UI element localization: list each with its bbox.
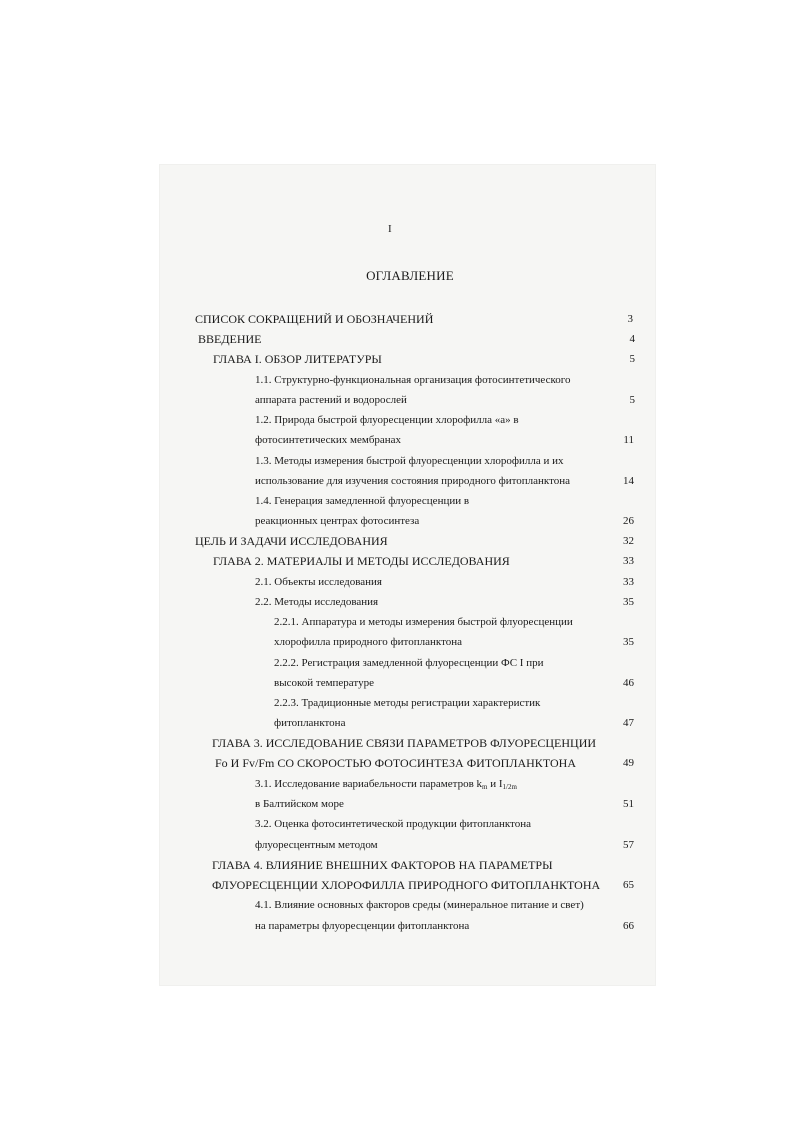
toc-page-number: 65 [623,879,634,891]
toc-page-number: 51 [623,798,634,810]
toc-entry-2-2-2-line1: 2.2.2. Регистрация замедленной флуоресценции ФС I при [274,657,544,669]
toc-entry-3-1-line1 [255,777,517,794]
toc-page-number: 33 [623,576,634,588]
toc-page-number: 57 [623,839,634,851]
toc-entry-abbreviations: СПИСОК СОКРАЩЕНИЙ И ОБОЗНАЧЕНИЙ [195,312,434,326]
toc-page-number: 11 [623,434,634,446]
page-number: I [388,223,392,235]
toc-entry-chapter-1: ГЛАВА I. ОБЗОР ЛИТЕРАТУРЫ [213,352,382,366]
toc-page-number: 32 [623,535,634,547]
toc-page-number: 3 [627,313,633,325]
toc-entry-2-2-2-line2: высокой температуре [274,677,374,689]
toc-page-number: 5 [629,353,635,365]
toc-entry-2-2: 2.2. Методы исследования [255,596,379,608]
toc-entry-1-1-line2: аппарата растений и водорослей [255,394,407,406]
toc-entry-1-2-line1: 1.2. Природа быстрой флуоресценции хлорофилла «а» в [255,414,519,426]
toc-entry-1-3-line2: использование для изучения состояния природного фитопланктона [255,475,571,487]
toc-page-number: 66 [623,920,634,932]
toc-entry-introduction: ВВЕДЕНИЕ [198,332,262,346]
toc-page-number: 47 [623,717,634,729]
toc-entry-3-2-line2: флуоресцентным методом [255,839,378,851]
toc-entry-chapter-4-line1: ГЛАВА 4. ВЛИЯНИЕ ВНЕШНИХ ФАКТОРОВ НА ПАРАМЕТРЫ [212,858,553,872]
toc-entry-chapter-3-line1: ГЛАВА 3. ИССЛЕДОВАНИЕ СВЯЗИ ПАРАМЕТРОВ ФЛУОРЕСЦЕНЦИИ [212,736,597,750]
toc-entry-3-1-text-b: и I [487,778,503,790]
toc-page-number: 14 [623,475,634,487]
toc-page-number: 46 [623,677,634,689]
toc-entry-chapter-3-line2: Fo И Fv/Fm СО СКОРОСТЬЮ ФОТОСИНТЕЗА ФИТОПЛАНКТОНА [215,756,576,770]
toc-title: ОГЛАВЛЕНИЕ [366,268,454,283]
toc-page-number: 35 [623,636,634,648]
toc-page-number: 4 [629,333,635,345]
toc-entry-1-3-line1: 1.3. Методы измерения быстрой флуоресценции хлорофилла и их [255,455,564,467]
toc-entry-3-1-line2: в Балтийском море [255,798,344,810]
toc-page-number: 26 [623,515,634,527]
toc-entry-2-2-3-line2: фитопланктона [274,717,346,729]
toc-page-number: 5 [629,394,635,406]
toc-entry-4-1-line1: 4.1. Влияние основных факторов среды (минеральное питание и свет) [255,899,584,911]
toc-entry-goals: ЦЕЛЬ И ЗАДАЧИ ИССЛЕДОВАНИЯ [195,534,388,548]
toc-entry-2-2-3-line1: 2.2.3. Традиционные методы регистрации характеристик [274,697,541,709]
toc-entry-1-1-line1: 1.1. Структурно-функциональная организация фотосинтетического [255,374,571,386]
toc-entry-3-2-line1: 3.2. Оценка фотосинтетической продукции фитопланктона [255,818,531,830]
toc-entry-2-2-1-line2: хлорофилла природного фитопланктона [274,636,462,648]
toc-entry-1-4-line1: 1.4. Генерация замедленной флуоресценции в [255,495,470,507]
toc-entry-2-2-1-line1: 2.2.1. Аппаратура и методы измерения быстрой флуоресценции [274,616,573,628]
toc-entry-2-1: 2.1. Объекты исследования [255,576,382,588]
toc-page-number: 33 [623,555,634,567]
toc-entry-4-1-line2: на параметры флуоресценции фитопланктона [255,920,470,932]
subscript-m: m [482,783,488,791]
toc-page-number: 49 [623,757,634,769]
toc-entry-chapter-4-line2: ФЛУОРЕСЦЕНЦИИ ХЛОРОФИЛЛА ПРИРОДНОГО ФИТОПЛАНКТОНА [212,878,601,892]
toc-entry-3-1-text-a: 3.1. Исследование вариабельности параметров k [255,778,483,790]
toc-page-number: 35 [623,596,634,608]
toc-entry-1-2-line2: фотосинтетических мембранах [255,434,402,446]
subscript-half-m: 1/2m [502,783,517,791]
toc-entry-1-4-line2: реакционных центрах фотосинтеза [255,515,420,527]
toc-entry-chapter-2: ГЛАВА 2. МАТЕРИАЛЫ И МЕТОДЫ ИССЛЕДОВАНИЯ [213,554,510,568]
